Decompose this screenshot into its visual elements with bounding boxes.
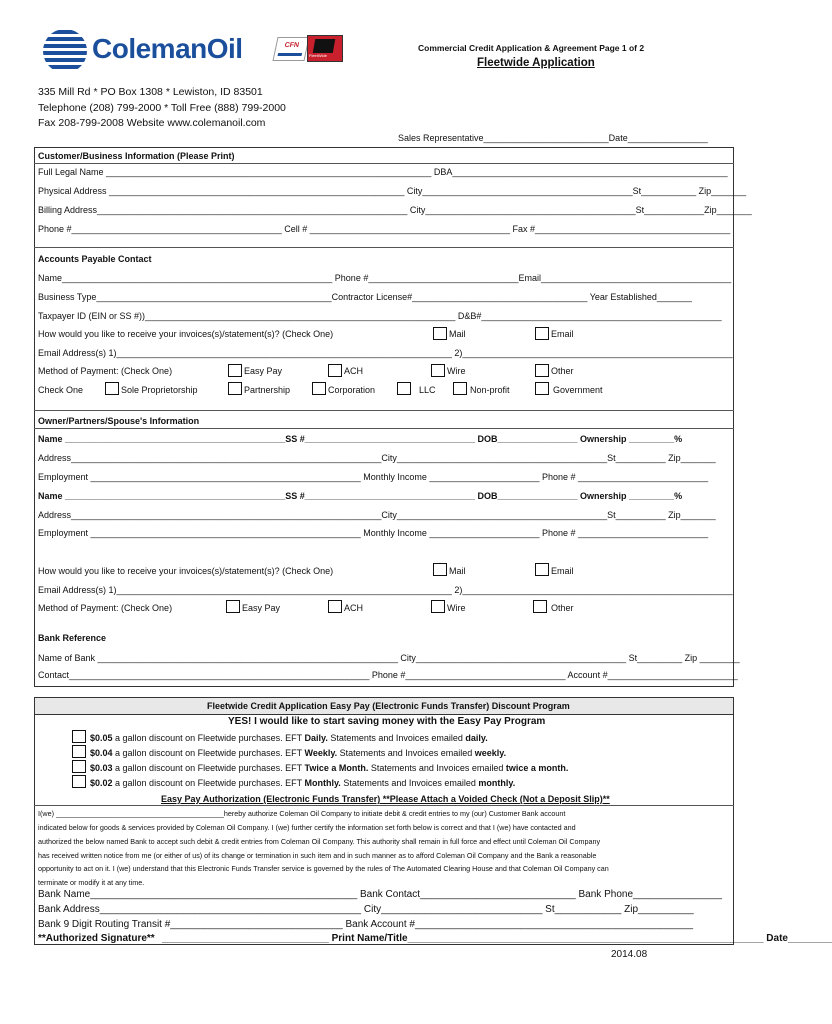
brand-name: ColemanOil [92, 33, 243, 64]
ap-mail-checkbox[interactable] [433, 327, 447, 340]
owner-email-checkbox[interactable] [535, 563, 549, 576]
owner-other-checkbox[interactable] [533, 600, 547, 613]
ap-mail-label: Mail [449, 329, 466, 339]
form-version: 2014.08 [611, 949, 648, 960]
ap-email-checkbox[interactable] [535, 327, 549, 340]
discount-002-option: $0.02 a gallon discount on Fleetwide purchases. EFT Monthly. Statements and Invoices emailed monthly. [90, 778, 516, 788]
owner-email-label: Email [551, 566, 574, 576]
company-telephone: Telephone (208) 799-2000 * Toll Free (888) 799-2000 [38, 102, 286, 114]
ap-wire-label: Wire [447, 366, 466, 376]
ep-routing-field[interactable]: Bank 9 Digit Routing Transit #_______________________________ Bank Account #__________________________________________________ [38, 919, 694, 930]
llc-label: LLC [419, 385, 436, 395]
discount-005-checkbox[interactable] [72, 730, 86, 743]
fleetwide-logo [307, 35, 343, 62]
ap-easy-pay-label: Easy Pay [244, 366, 283, 376]
owner-wire-checkbox[interactable] [431, 600, 445, 613]
ap-invoice-question: How would you like to receive your invoices(s)/statement(s)? (Check One) [38, 329, 334, 339]
bank-name-city-field[interactable]: Name of Bank ____________________________________________________________ City__________________________________________ St_________ Zip ________ [38, 653, 740, 663]
ep-signature-field[interactable]: ______________________________ Print Name/Title________________________________________________________________ Date________ [162, 933, 832, 944]
owner-other-label: Other [551, 603, 574, 613]
owner-address-field-2[interactable]: Address______________________________________________________________City__________________________________________St__________ Zip_______ [38, 510, 716, 520]
ap-other-checkbox[interactable] [535, 364, 549, 377]
ep-bank-name-field[interactable]: Bank Name________________________________________________ Bank Contact____________________________ Bank Phone________________ [38, 889, 722, 900]
ap-check-one-label: Check One [38, 385, 84, 395]
discount-004-option: $0.04 a gallon discount on Fleetwide purchases. EFT Weekly. Statements and Invoices emailed weekly. [90, 748, 507, 758]
authorization-text-1[interactable]: I(we) __________________________________________hereby authorize Coleman Oil Company to initiate debit & credit entries to my (our) Customer Bank account [38, 809, 566, 818]
easy-pay-title: Fleetwide Credit Application Easy Pay (Electronic Funds Transfer) Discount Program [207, 701, 570, 711]
ap-email-address-field[interactable]: Email Address(s) 1)___________________________________________________________________ 2)______________________________________________________ [38, 348, 733, 358]
government-checkbox[interactable] [535, 382, 549, 395]
ap-ach-label: ACH [344, 366, 364, 376]
ap-wire-checkbox[interactable] [431, 364, 445, 377]
authorization-text-6: terminate or modify it at any time. [38, 878, 145, 887]
company-address: 335 Mill Rd * PO Box 1308 * Lewiston, ID 83501 [38, 86, 263, 98]
owner-name-field-2[interactable]: Name ____________________________________________SS #__________________________________ DOB________________ Ownership _________% [38, 491, 683, 501]
nonprofit-checkbox[interactable] [453, 382, 467, 395]
partnership-checkbox[interactable] [228, 382, 242, 395]
owner-invoice-question: How would you like to receive your invoices(s)/statement(s)? (Check One) [38, 566, 334, 576]
bank-contact-phone-field[interactable]: Contact____________________________________________________________ Phone #________________________________ Account #__________________________ [38, 670, 738, 680]
llc-checkbox[interactable] [397, 382, 411, 395]
cfn-logo-text: CFN [283, 42, 300, 49]
owner-employment-field-1[interactable]: Employment ______________________________________________________ Monthly Income ______________________ Phone # __________________________ [38, 472, 709, 482]
ep-signature-label: **Authorized Signature** [38, 933, 155, 944]
ap-payment-label: Method of Payment: (Check One) [38, 366, 173, 376]
corporation-checkbox[interactable] [312, 382, 326, 395]
discount-003-checkbox[interactable] [72, 760, 86, 773]
ap-taxpayer-field[interactable]: Taxpayer ID (EIN or SS #))______________________________________________________________ D&B#________________________________________________ [38, 311, 722, 321]
owner-employment-field-2[interactable]: Employment ______________________________________________________ Monthly Income ______________________ Phone # __________________________ [38, 528, 709, 538]
globe-icon [40, 28, 90, 74]
phone-cell-fax-field[interactable]: Phone #__________________________________________ Cell # ________________________________________ Fax #_______________________________________ [38, 224, 731, 234]
owner-ach-label: ACH [344, 603, 364, 613]
partnership-label: Partnership [244, 385, 291, 395]
form-title: Fleetwide Application [477, 57, 595, 69]
ep-bank-address-field[interactable]: Bank Address_______________________________________________ City_____________________________ St____________ Zip__________ [38, 904, 694, 915]
cfn-logo [272, 37, 309, 61]
government-label: Government [553, 385, 603, 395]
nonprofit-label: Non-profit [470, 385, 510, 395]
easy-pay-authorization-title: Easy Pay Authorization (Electronic Funds Transfer) **Please Attach a Voided Check (Not a Deposit Slip)** [161, 794, 610, 804]
ap-easy-pay-checkbox[interactable] [228, 364, 242, 377]
billing-address-field[interactable]: Billing Address______________________________________________________________ City__________________________________________St____________Zip_______ [38, 205, 752, 215]
fleetwide-logo-text: FleetWide [309, 53, 328, 58]
owner-name-field-1[interactable]: Name ____________________________________________SS #__________________________________ DOB________________ Ownership _________% [38, 434, 683, 444]
physical-address-field[interactable]: Physical Address ___________________________________________________________ City__________________________________________St___________ Zip_______ [38, 186, 747, 196]
owner-payment-label: Method of Payment: (Check One) [38, 603, 173, 613]
ap-ach-checkbox[interactable] [328, 364, 342, 377]
corporation-label: Corporation [328, 385, 376, 395]
customer-section-header: Customer/Business Information (Please Print) [38, 151, 235, 161]
owner-mail-label: Mail [449, 566, 466, 576]
authorization-text-4: has received written notice from me (or either of us) of its change or termination in such item and in such manner as to afford Coleman Oil Company and the Bank a reasonable [38, 851, 597, 860]
discount-002-checkbox[interactable] [72, 775, 86, 788]
owner-section-header: Owner/Partners/Spouse's Information [38, 416, 200, 426]
owner-wire-label: Wire [447, 603, 466, 613]
sole-proprietorship-label: Sole Proprietorship [121, 385, 198, 395]
ap-business-type-field[interactable]: Business Type_______________________________________________Contractor License#___________________________________ Year Established_______ [38, 292, 692, 302]
owner-ach-checkbox[interactable] [328, 600, 342, 613]
sales-rep-field[interactable]: Sales Representative_________________________Date________________ [398, 133, 708, 143]
authorization-text-2: indicated below for goods & services provided by Coleman Oil Company. I (we) further certify the information set forth below is correct and that I (we) have contacted and [38, 823, 576, 832]
bank-section-header: Bank Reference [38, 633, 107, 643]
owner-email-address-field[interactable]: Email Address(s) 1)___________________________________________________________________ 2)______________________________________________________ [38, 585, 733, 595]
company-fax-website: Fax 208-799-2008 Website www.colemanoil.com [38, 117, 266, 129]
easy-pay-subtitle: YES! I would like to start saving money with the Easy Pay Program [228, 716, 546, 727]
ap-other-label: Other [551, 366, 574, 376]
owner-easy-pay-checkbox[interactable] [226, 600, 240, 613]
owner-mail-checkbox[interactable] [433, 563, 447, 576]
sole-proprietorship-checkbox[interactable] [105, 382, 119, 395]
page-title: Commercial Credit Application & Agreement Page 1 of 2 [418, 43, 645, 53]
owner-address-field-1[interactable]: Address______________________________________________________________City__________________________________________St__________ Zip_______ [38, 453, 716, 463]
ap-name-phone-email-field[interactable]: Name______________________________________________________ Phone #______________________________Email______________________________________ [38, 273, 732, 283]
ap-section-header: Accounts Payable Contact [38, 254, 152, 264]
ap-email-label: Email [551, 329, 574, 339]
discount-003-option: $0.03 a gallon discount on Fleetwide purchases. EFT Twice a Month. Statements and Invoices emailed twice a month. [90, 763, 569, 773]
discount-005-option: $0.05 a gallon discount on Fleetwide purchases. EFT Daily. Statements and Invoices emailed daily. [90, 733, 488, 743]
owner-easy-pay-label: Easy Pay [242, 603, 281, 613]
coleman-oil-logo [40, 28, 275, 74]
authorization-text-5: opportunity to act on it. I (we) understand that this Electronic Funds Transfer service is governed by the rules of The Automated Clearing House and that Coleman Oil Company can [38, 864, 609, 873]
full-legal-name-field[interactable]: Full Legal Name _________________________________________________________________ DBA_______________________________________________________ [38, 167, 728, 177]
discount-004-checkbox[interactable] [72, 745, 86, 758]
authorization-text-3: authorized the below named Bank to accept such debit & credit entries from Coleman Oil Company. This authority shall remain in full force and effect until Coleman Oil Company [38, 837, 601, 846]
